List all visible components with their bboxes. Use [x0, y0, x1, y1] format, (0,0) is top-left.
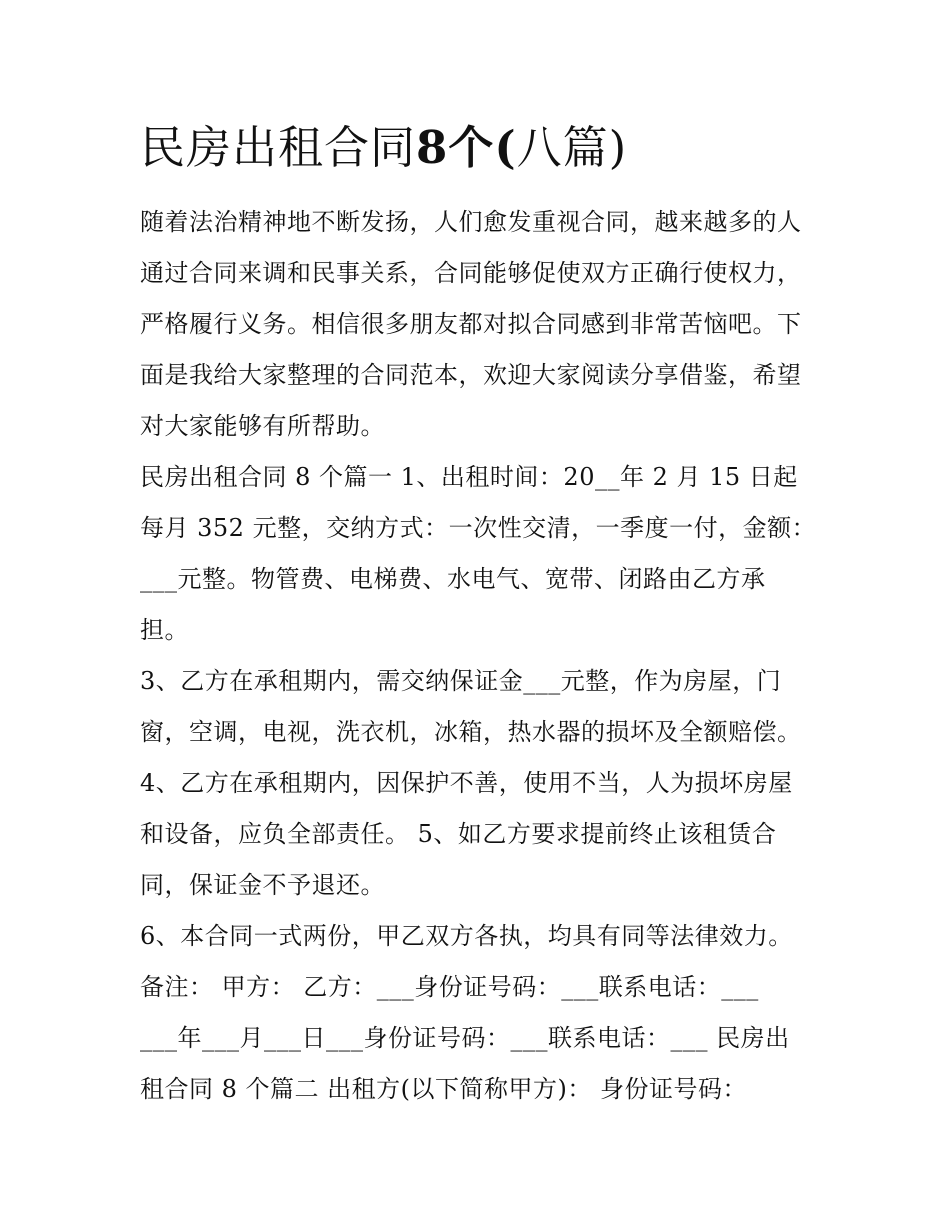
body-line: 租合同 8 个篇二 出租方(以下简称甲方)： 身份证号码： [140, 1075, 748, 1103]
document-title [140, 118, 627, 178]
body-line: 担。 [140, 616, 189, 644]
title-text-count: 8个( [416, 121, 517, 174]
body-line: 3、乙方在承租期内，需交纳保证金___元整，作为房屋，门 [140, 667, 782, 695]
body-line: 严格履行义务。相信很多朋友都对拟合同感到非常苦恼吧。下 [140, 310, 802, 338]
body-line: 随着法治精神地不断发扬，人们愈发重视合同，越来越多的人 [140, 208, 802, 236]
body-line: 6、本合同一式两份，甲乙双方各执，均具有同等法律效力。 [140, 922, 793, 950]
title-text-close: ) [608, 121, 628, 174]
body-line: 面是我给大家整理的合同范本，欢迎大家阅读分享借鉴，希望 [140, 361, 802, 389]
body-line: 每月 352 元整，交纳方式：一次性交清，一季度一付，金额： [140, 514, 817, 542]
body-line: 民房出租合同 8 个篇一 1、出租时间：20__年 2 月 15 日起 [140, 463, 798, 491]
title-text-main: 民房出租合同 [140, 121, 417, 174]
body-line: 窗，空调，电视，洗衣机，冰箱，热水器的损坏及全额赔偿。 [140, 718, 802, 746]
body-line: 同，保证金不予退还。 [140, 871, 385, 899]
body-line: ___元整。物管费、电梯费、水电气、宽带、闭路由乙方承 [140, 565, 766, 593]
body-line: 4、乙方在承租期内，因保护不善，使用不当，人为损坏房屋 [140, 769, 793, 797]
body-line: 对大家能够有所帮助。 [140, 412, 385, 440]
body-line: 和设备，应负全部责任。 5、如乙方要求提前终止该租赁合 [140, 820, 777, 848]
body-line: 通过合同来调和民事关系，合同能够促使双方正确行使权力， [140, 259, 802, 287]
body-line: ___年___月___日___身份证号码：___联系电话：___ 民房出 [140, 1024, 790, 1052]
title-text-subtitle: 八篇 [516, 121, 609, 174]
body-line: 备注： 甲方： 乙方：___身份证号码：___联系电话：___ [140, 973, 759, 1001]
